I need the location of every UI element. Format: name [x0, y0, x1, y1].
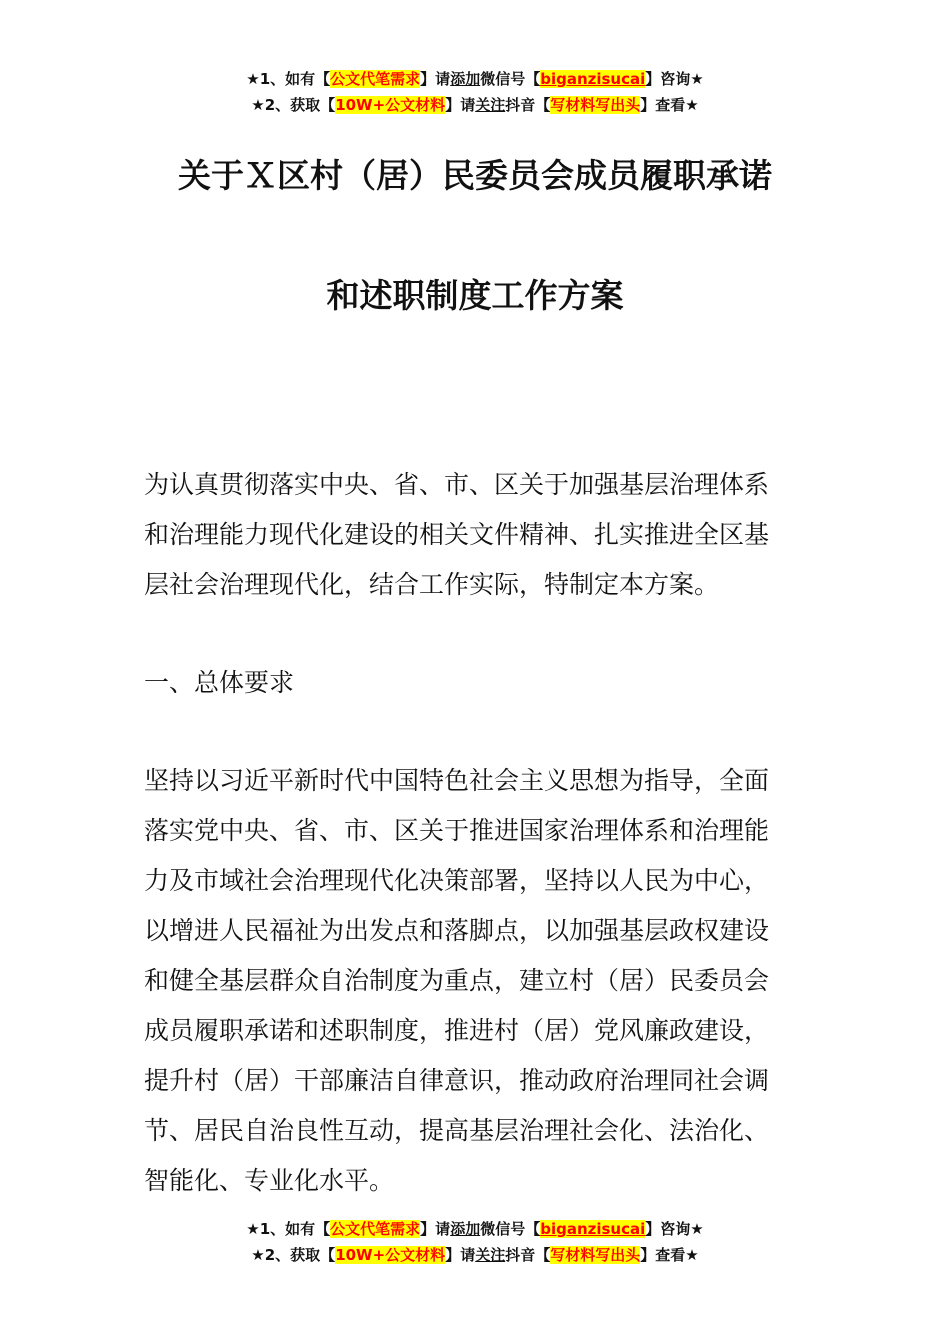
text-line: 智能化、专业化水平。 — [144, 1166, 395, 1195]
text-line: 以增进人民福祉为出发点和落脚点，以加强基层政权建设 — [144, 916, 770, 945]
promo-line-1: ★1、如有【公文代笔需求】请添加微信号【biganzisucai】咨询★ — [246, 1220, 704, 1238]
document-title-line-1: 关于Ｘ区村（居）民委员会成员履职承诺 — [178, 156, 772, 195]
text-line: 和健全基层群众自治制度为重点，建立村（居）民委员会 — [144, 966, 770, 995]
promo-banner-top — [0, 66, 950, 118]
text-line: 为认真贯彻落实中央、省、市、区关于加强基层治理体系 — [144, 470, 770, 499]
promo-line-2: ★2、获取【10W+公文材料】请关注抖音【写材料写出头】查看★ — [251, 1246, 699, 1264]
text-line: 和治理能力现代化建设的相关文件精神、扎实推进全区基 — [144, 520, 770, 549]
douyin-account: 写材料写出头 — [550, 96, 641, 114]
promo-line-2: ★2、获取【10W+公文材料】请关注抖音【写材料写出头】查看★ — [251, 96, 699, 114]
highlight-materials: 10W+公文材料 — [335, 1246, 446, 1264]
text-line: 坚持以习近平新时代中国特色社会主义思想为指导，全面 — [144, 766, 770, 795]
requirements-paragraph — [144, 756, 806, 1206]
highlight-service: 公文代笔需求 — [330, 70, 421, 88]
text-line: 力及市域社会治理现代化决策部署，坚持以人民为中心， — [144, 866, 770, 895]
wechat-id[interactable]: biganzisucai — [540, 70, 646, 88]
text-line: 层社会治理现代化，结合工作实际，特制定本方案。 — [144, 570, 720, 599]
douyin-account: 写材料写出头 — [550, 1246, 641, 1264]
document-title-line-2: 和述职制度工作方案 — [326, 276, 624, 315]
intro-paragraph — [144, 460, 806, 610]
text-line: 成员履职承诺和述职制度，推进村（居）党风廉政建设， — [144, 1016, 770, 1045]
text-line: 落实党中央、省、市、区关于推进国家治理体系和治理能 — [144, 816, 770, 845]
section-heading: 一、总体要求 — [144, 668, 295, 697]
highlight-materials: 10W+公文材料 — [335, 96, 446, 114]
text-line: 节、居民自治良性互动，提高基层治理社会化、法治化、 — [144, 1116, 770, 1145]
promo-banner-bottom — [0, 1216, 950, 1268]
text-line: 提升村（居）干部廉洁自律意识，推动政府治理同社会调 — [144, 1066, 770, 1095]
promo-line-1: ★1、如有【公文代笔需求】请添加微信号【biganzisucai】咨询★ — [246, 70, 704, 88]
highlight-service: 公文代笔需求 — [330, 1220, 421, 1238]
wechat-id[interactable]: biganzisucai — [540, 1220, 646, 1238]
